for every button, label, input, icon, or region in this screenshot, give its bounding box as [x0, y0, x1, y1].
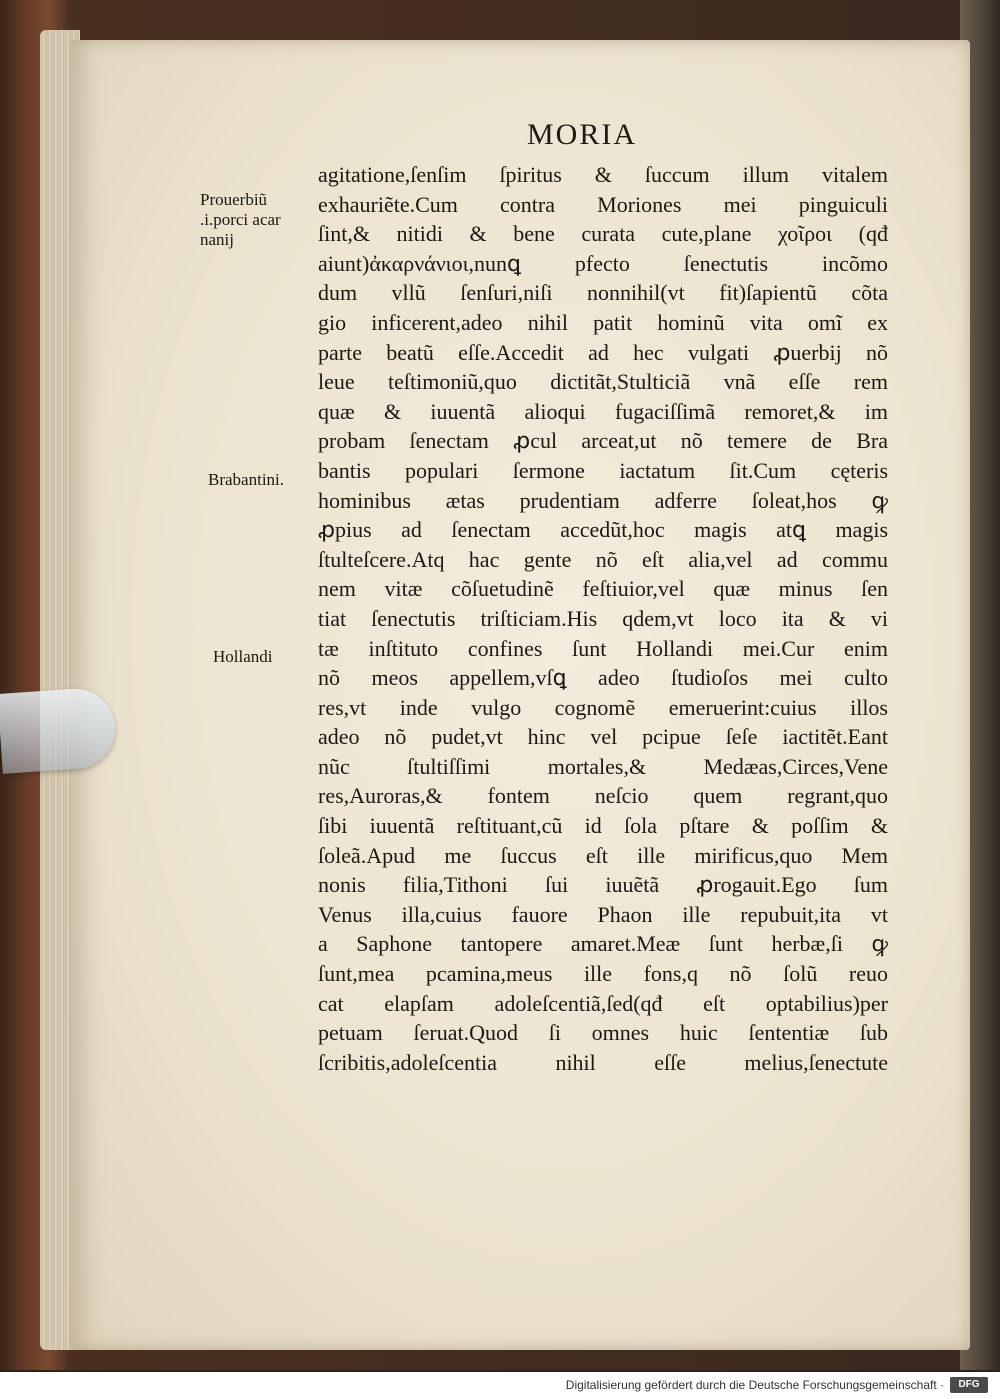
text-line: hominibus ætas prudentiam adferre ſoleat,hos ꝙ — [318, 487, 888, 513]
text-line: tæ inſtituto confines ſunt Hollandi mei.Cur enim — [318, 635, 888, 661]
margin-note-proverb — [200, 190, 281, 250]
text-line: parte beatũ eſſe.Accedit ad hec vulgati ꝓuerbij nõ — [318, 339, 888, 365]
text-line: ſtulteſcere.Atq hac gente nõ eſt alia,vel ad commu — [318, 546, 888, 572]
text-line: nem vitæ cõſuetudinẽ feſtiuior,vel quæ minus ſen — [318, 576, 888, 602]
margin-note-line: Prouerbiũ — [200, 190, 268, 209]
text-line: leue teſtimoniũ,quo dictitãt,Stulticiã vnã eſſe rem — [318, 369, 888, 395]
text-line: res,Auroras,& fontem neſcio quem regrant,quo — [318, 783, 888, 809]
margin-note-line: .i.porci acar — [200, 210, 281, 229]
text-line: ſcribitis,adoleſcentia nihil eſſe melius,ſenectute — [318, 1049, 888, 1075]
text-line: tiat ſenectutis triſticiam.His qdem,vt loco ita & vi — [318, 605, 888, 631]
running-header: MORIA — [527, 118, 638, 151]
text-line: exhauriẽte.Cum contra Moriones mei pinguiculi — [318, 191, 888, 217]
text-line: ſibi iuuentã reſtituant,cũ id ſola pſtare & poſſim & — [318, 813, 888, 839]
margin-note-line: Hollandi — [213, 647, 273, 666]
text-line: ſoleã.Apud me ſuccus eſt ille mirificus,quo Mem — [318, 842, 888, 868]
text-line: ſunt,mea pcamina,meus ille fons,q nõ ſolũ reuo — [318, 961, 888, 987]
text-line: res,vt inde vulgo cognomẽ emeruerint:cuius illos — [318, 694, 888, 720]
footer-bar — [0, 1372, 1000, 1399]
text-line: nonis filia,Tithoni ſui iuuẽtã ꝓrogauit.Ego ſum — [318, 872, 888, 898]
dfg-logo-icon: DFG — [950, 1377, 988, 1393]
text-line: nũc ſtultiſſimi mortales,& Medæas,Circes,Vene — [318, 753, 888, 779]
text-line: adeo nõ pudet,vt hinc vel pcipue ſeſe iactitẽt.Eant — [318, 724, 888, 750]
text-line: cat elapſam adoleſcentiã,ſed(qđ eſt optabilius)per — [318, 990, 888, 1016]
text-line: agitatione,ſenſim ſpiritus & ſuccum illum vitalem — [318, 162, 888, 187]
text-line: nõ meos appellem,vſꝗ adeo ſtudioſos mei culto — [318, 665, 888, 691]
text-line: petuam ſeruat.Quod ſi omnes huic ſententiæ ſub — [318, 1020, 888, 1046]
text-line: Venus illa,cuius fauore Phaon ille repubuit,ita vt — [318, 901, 888, 927]
margin-note-line: nanij — [200, 230, 234, 249]
text-line: ſint,& nitidi & bene curata cute,plane χοῖροι (qđ — [318, 221, 888, 247]
text-line: dum vllũ ſenſuri,niſi nonnihil(vt fit)ſapientũ cõta — [318, 280, 888, 306]
margin-note-hollandi — [213, 647, 273, 667]
text-line: ꝓpius ad ſenectam accedũt,hoc magis atꝗ magis — [318, 517, 888, 543]
text-line: bantis populari ſermone iactatum ſit.Cum cęteris — [318, 457, 888, 483]
margin-note-line: Brabantini. — [208, 470, 285, 489]
text-line: a Saphone tantopere amaret.Meæ ſunt herbæ,ſi ꝙ — [318, 931, 888, 957]
margin-note-brabantini — [208, 470, 284, 490]
text-line: quæ & iuuentã alioqui fugaciſſimã remoret,& im — [318, 398, 888, 424]
text-line: probam ſenectam ꝓcul arceat,ut nõ temere de Bra — [318, 428, 888, 454]
text-line: aiunt)ἀκαρνάνιοι,nunꝗ pfecto ſenectutis incõmo — [318, 250, 888, 276]
main-text-block — [318, 160, 888, 1077]
funding-credit: Digitalisierung gefördert durch die Deutsche Forschungsgemeinschaft · — [565, 1378, 944, 1392]
text-line: gio inficerent,adeo nihil patit hominũ vita omĩ ex — [318, 309, 888, 335]
